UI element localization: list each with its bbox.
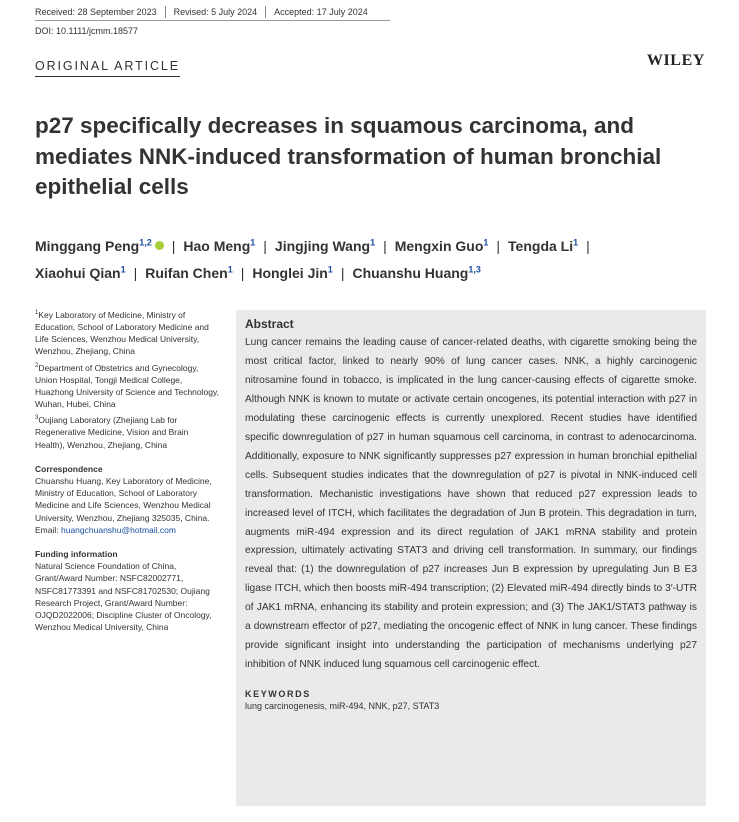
author-separator: | [263, 237, 267, 254]
author-affiliation: 1 [227, 264, 233, 275]
author-name[interactable]: Mengxin Guo$^1$ [394, 237, 489, 254]
abstract-heading: Abstract [245, 317, 294, 331]
orcid-icon[interactable] [155, 241, 164, 250]
correspondence-text: Chuanshu Huang, Key Laboratory of Medicine, Ministry of Education, School of Laboratory Medicine and Life Sciences, Wenzhou Medical University, Wenzhou, Zhejiang 325035, China. Email: huangchuanshu@hotmail.com [35, 475, 212, 535]
accepted-date: Accepted: 17 July 2024 [274, 7, 368, 17]
email-label: Email: [35, 524, 59, 535]
funding-heading: Funding information [35, 548, 118, 559]
author-name[interactable]: Ruifan Chen$^1$ [145, 264, 233, 282]
abstract-text: Lung cancer remains the leading cause of cancer-related deaths, with cigarette smoking being the most critical factor, linked to nearly 90% of lung cancer cases. NNK, a highly carcinogenic nitrosamine found in tobacco, is implicated in the lung cancer-causing effects of cigarette smoke. Although NNK is known to mutate or activate certain oncogenes, its potential interaction with p27 in modulating these carcinogenic effects is currently unexplored. Recent studies have identified specific downregulation of p27 in human squamous cell carcinoma, in contrast to adenocarcinoma. Additionally, exposure to NNK significantly suppresses p27 expression in human bronchial epithelial cells. Subsequent studies indicates that the downregulation of p27 is pivotal in NNK-induced cell transformation. Mechanistic investigations have shown that reduced p27 expression leads to increased level of ITCH, which facilitates the degradation of Jun B protein. This degradation in turn, augments miR-494 expression and its direct regulation of JAK1 mRNA stability and protein expression, ultimately activating STAT3 and driving cell transformation. In summary, our findings reveal that: (1) the downregulation of p27 increases Jun B expression by upregulating Jun B E3 ligase ITCH, which then boosts miR-494 transcription; (2) Elevated miR-494 directly binds to 3′-UTR of JAK1 mRNA, enhancing its stability and protein expression; and (3) The JAK1/STAT3 pathway is a downstream effector of p27, mediating the oncogenic effect of NNK in lung cancer. These findings provide significant insight into understanding the participation of mechanisms underlying p27 inhibition of NNK induced lung squamous cell carcinogenic effect. [245, 337, 697, 671]
author-separator: | [496, 237, 501, 254]
author-separator: | [340, 265, 345, 282]
date-divider [165, 6, 166, 18]
affiliation: $^1$Key Laboratory of Medicine, Ministry of Education, School of Laboratory Medicine and Life Sciences, Wenzhou Medical University, Wenzhou, Zhejiang, China [35, 309, 209, 357]
author-name[interactable]: Hao Meng$^1$ [183, 237, 256, 254]
author-affiliation: 1 [483, 237, 489, 247]
author-affiliation: 1 [370, 237, 376, 247]
author-name[interactable]: Tengda Li$^1$ [508, 237, 579, 254]
date-divider [265, 6, 266, 18]
author-list [35, 230, 715, 285]
correspondence-heading: Correspondence [35, 463, 103, 474]
affiliations-column [35, 307, 220, 633]
author-affiliation: 1 [327, 264, 333, 275]
author-separator: | [240, 265, 245, 282]
revised-date: Revised: 5 July 2024 [173, 7, 258, 17]
author-name[interactable]: Honglei Jin$^1$ [252, 264, 333, 282]
article-type-label: ORIGINAL ARTICLE [35, 59, 180, 77]
author-affiliation: 1 [573, 237, 579, 247]
author-separator: | [133, 265, 138, 282]
affiliation: $^2$Department of Obstetrics and Gynecology, Union Hospital, Tongji Medical College, Huazhong University of Science and Technology, Wuhan, Hubei, China [35, 362, 219, 410]
article-title: p27 specifically decreases in squamous carcinoma, and mediates NNK-induced transformation of human bronchial epithelial cells [35, 113, 662, 199]
author-name[interactable]: Xiaohui Qian$^1$ [35, 264, 126, 282]
author-separator: | [171, 237, 176, 254]
email-link[interactable]: huangchuanshu@hotmail.com [61, 524, 176, 535]
author-separator: | [383, 237, 387, 254]
publication-dates [35, 6, 368, 18]
abstract-box [236, 310, 706, 806]
keywords-heading: KEYWORDS [245, 689, 311, 700]
author-name[interactable]: Minggang Peng$^{1,2}$ [35, 238, 164, 254]
keywords-text: lung carcinogenesis, miR-494, NNK, p27, STAT3 [245, 701, 440, 712]
affiliation: $^3$Oujiang Laboratory (Zhejiang Lab for Regenerative Medicine, Vision and Brain Health), Wenzhou, Zhejiang, China [35, 415, 189, 450]
author-affiliation: 1 [120, 264, 126, 275]
funding-text: Natural Science Foundation of China, Grant/Award Number: NSFC82002771, NSFC81773391 and NSFC81702530; Oujiang Research Project, Grant/Award Number: OJQD2022006; Discipline Cluster of Oncology, Wenzhou Medical University, China [35, 561, 212, 633]
author-separator: | [586, 237, 590, 254]
publisher-logo: WILEY [646, 52, 705, 69]
received-date: Received: 28 September 2023 [35, 7, 157, 17]
author-affiliation: 1 [250, 237, 256, 247]
header-rule [35, 20, 390, 21]
author-name[interactable]: Chuanshu Huang$^{1,3}$ [352, 264, 481, 282]
author-affiliation: 1,3 [468, 264, 481, 275]
author-affiliation: 1,2 [139, 237, 152, 247]
author-name[interactable]: Jingjing Wang$^1$ [274, 237, 376, 254]
doi[interactable]: DOI: 10.1111/jcmm.18577 [35, 26, 139, 36]
